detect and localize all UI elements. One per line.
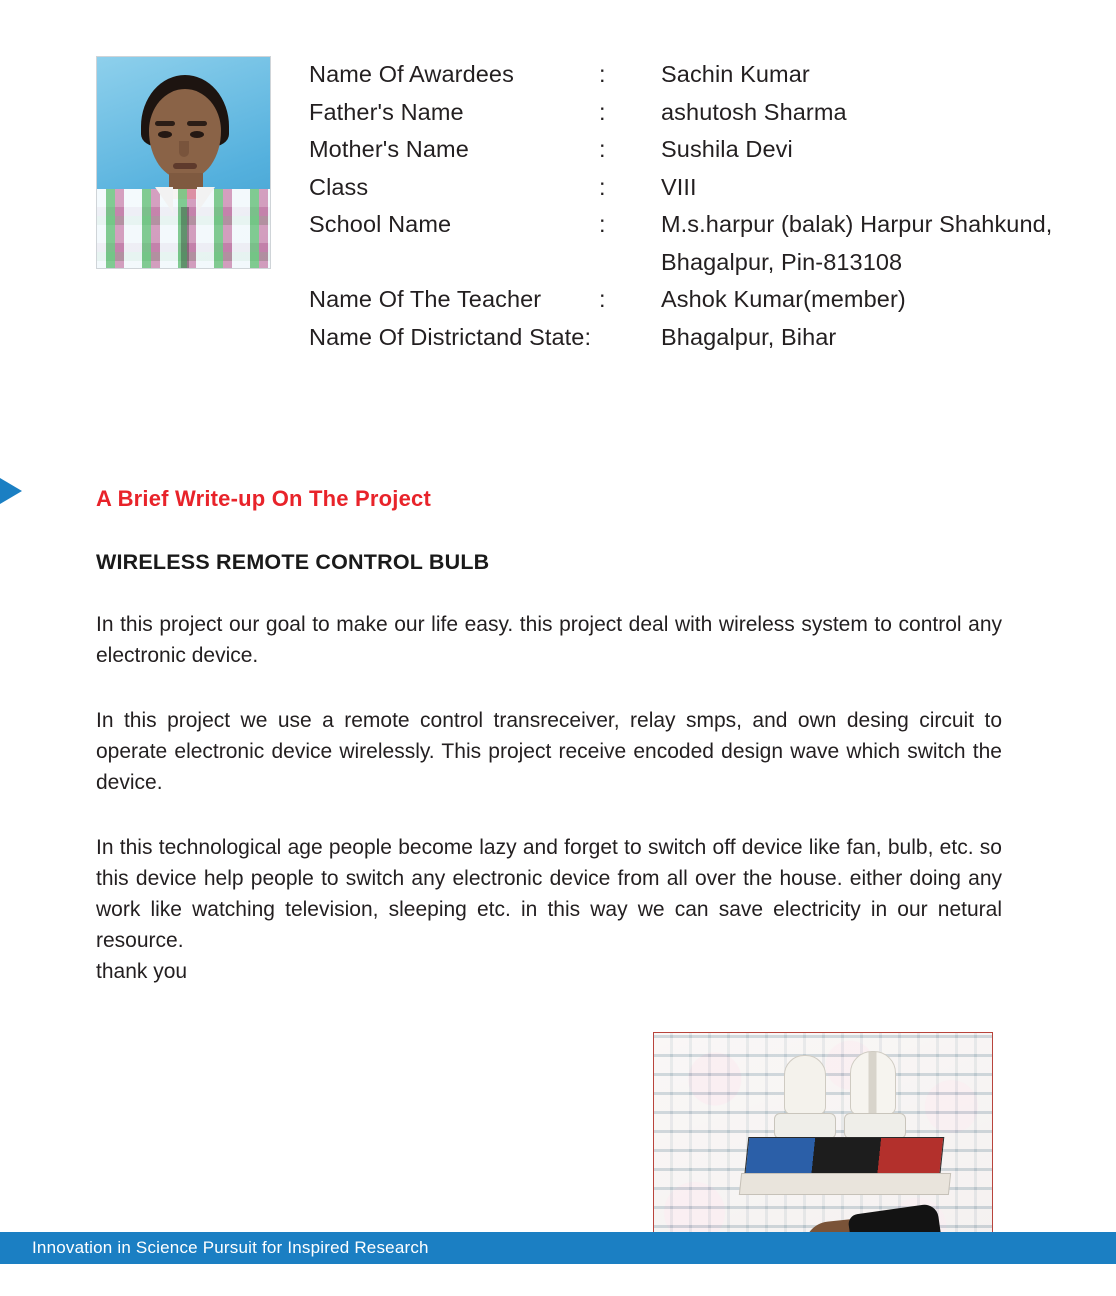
field-value: Bhagalpur, Pin-813108 (661, 248, 903, 275)
field-row-teacher-name (309, 281, 1096, 319)
awardee-fields (309, 56, 1096, 356)
field-value: Ashok Kumar(member) (661, 286, 906, 312)
writeup-paragraph-3: In this technological age people become lazy and forget to switch off device like fan, bulb, etc. so this device help people to switch any electronic device from all over the house. either doing any work like watching television, sleeping etc. in this way we can save electricity in our netural resource. (96, 836, 1002, 952)
triangle-right-icon (0, 478, 22, 504)
page-footer (0, 1232, 1116, 1264)
portrait-shirt-placket (181, 207, 189, 269)
field-label: Mother's Name (309, 136, 469, 162)
field-label: Name Of Awardees (309, 61, 514, 87)
portrait-brow-left (155, 121, 175, 126)
awardee-info-block (96, 56, 1096, 356)
field-value: ashutosh Sharma (661, 98, 847, 125)
field-colon: : (599, 286, 606, 312)
project-writeup (96, 486, 1002, 987)
field-row-fathers-name (309, 94, 1096, 132)
field-row-school-name (309, 206, 1096, 244)
writeup-paragraph-1: In this project our goal to make our life easy. this project deal with wireless system to control any electronic device. (96, 613, 1002, 667)
field-colon: : (599, 173, 606, 200)
photo-bulb-right (850, 1051, 896, 1115)
photo-base-board (739, 1173, 951, 1195)
footer-bottom-spacer (0, 1288, 1116, 1296)
portrait-mouth (173, 163, 197, 169)
field-colon: : (599, 211, 606, 237)
photo-bulb-holder-left (774, 1113, 836, 1139)
field-label: Name Of Districtand State: (309, 323, 592, 350)
field-label: Father's Name (309, 98, 464, 125)
field-colon: : (599, 61, 606, 87)
field-row-class (309, 169, 1096, 207)
field-value: VIII (661, 173, 697, 200)
section-marker-arrow (0, 478, 26, 504)
awardee-photo (96, 56, 271, 269)
field-row-name-of-awardees (309, 56, 1096, 94)
field-label: Class (309, 173, 369, 200)
field-row-school-name-continued (309, 244, 1096, 282)
portrait-brow-right (187, 121, 207, 126)
photo-bulb-holder-right (844, 1113, 906, 1139)
footer-text: Innovation in Science Pursuit for Inspired Research (32, 1238, 429, 1257)
portrait-eye-right (190, 131, 204, 138)
field-row-district-and-state (309, 319, 1096, 357)
field-row-mothers-name (309, 131, 1096, 169)
portrait-collar-right (197, 187, 215, 213)
field-value: Sushila Devi (661, 136, 793, 162)
portrait-collar-left (155, 187, 173, 213)
writeup-paragraph-2: In this project we use a remote control transreceiver, relay smps, and own desing circuit to operate electronic device wirelessly. This project receive encoded design wave which switch the device. (96, 709, 1002, 794)
writeup-section-heading: A Brief Write-up On The Project (96, 486, 432, 511)
project-title: WIRELESS REMOTE CONTROL BULB (96, 550, 490, 574)
field-label: School Name (309, 211, 452, 237)
portrait-nose (179, 141, 189, 157)
field-label: Name Of The Teacher (309, 286, 542, 312)
field-colon: : (599, 136, 606, 162)
field-value: M.s.harpur (balak) Harpur Shahkund, (661, 211, 1053, 237)
writeup-closing: thank you (96, 960, 188, 983)
field-colon: : (599, 98, 606, 125)
field-value: Sachin Kumar (661, 61, 810, 87)
project-photo (653, 1032, 993, 1264)
field-value: Bhagalpur, Bihar (661, 323, 837, 350)
photo-bulb-left (784, 1055, 826, 1115)
portrait-eye-left (158, 131, 172, 138)
